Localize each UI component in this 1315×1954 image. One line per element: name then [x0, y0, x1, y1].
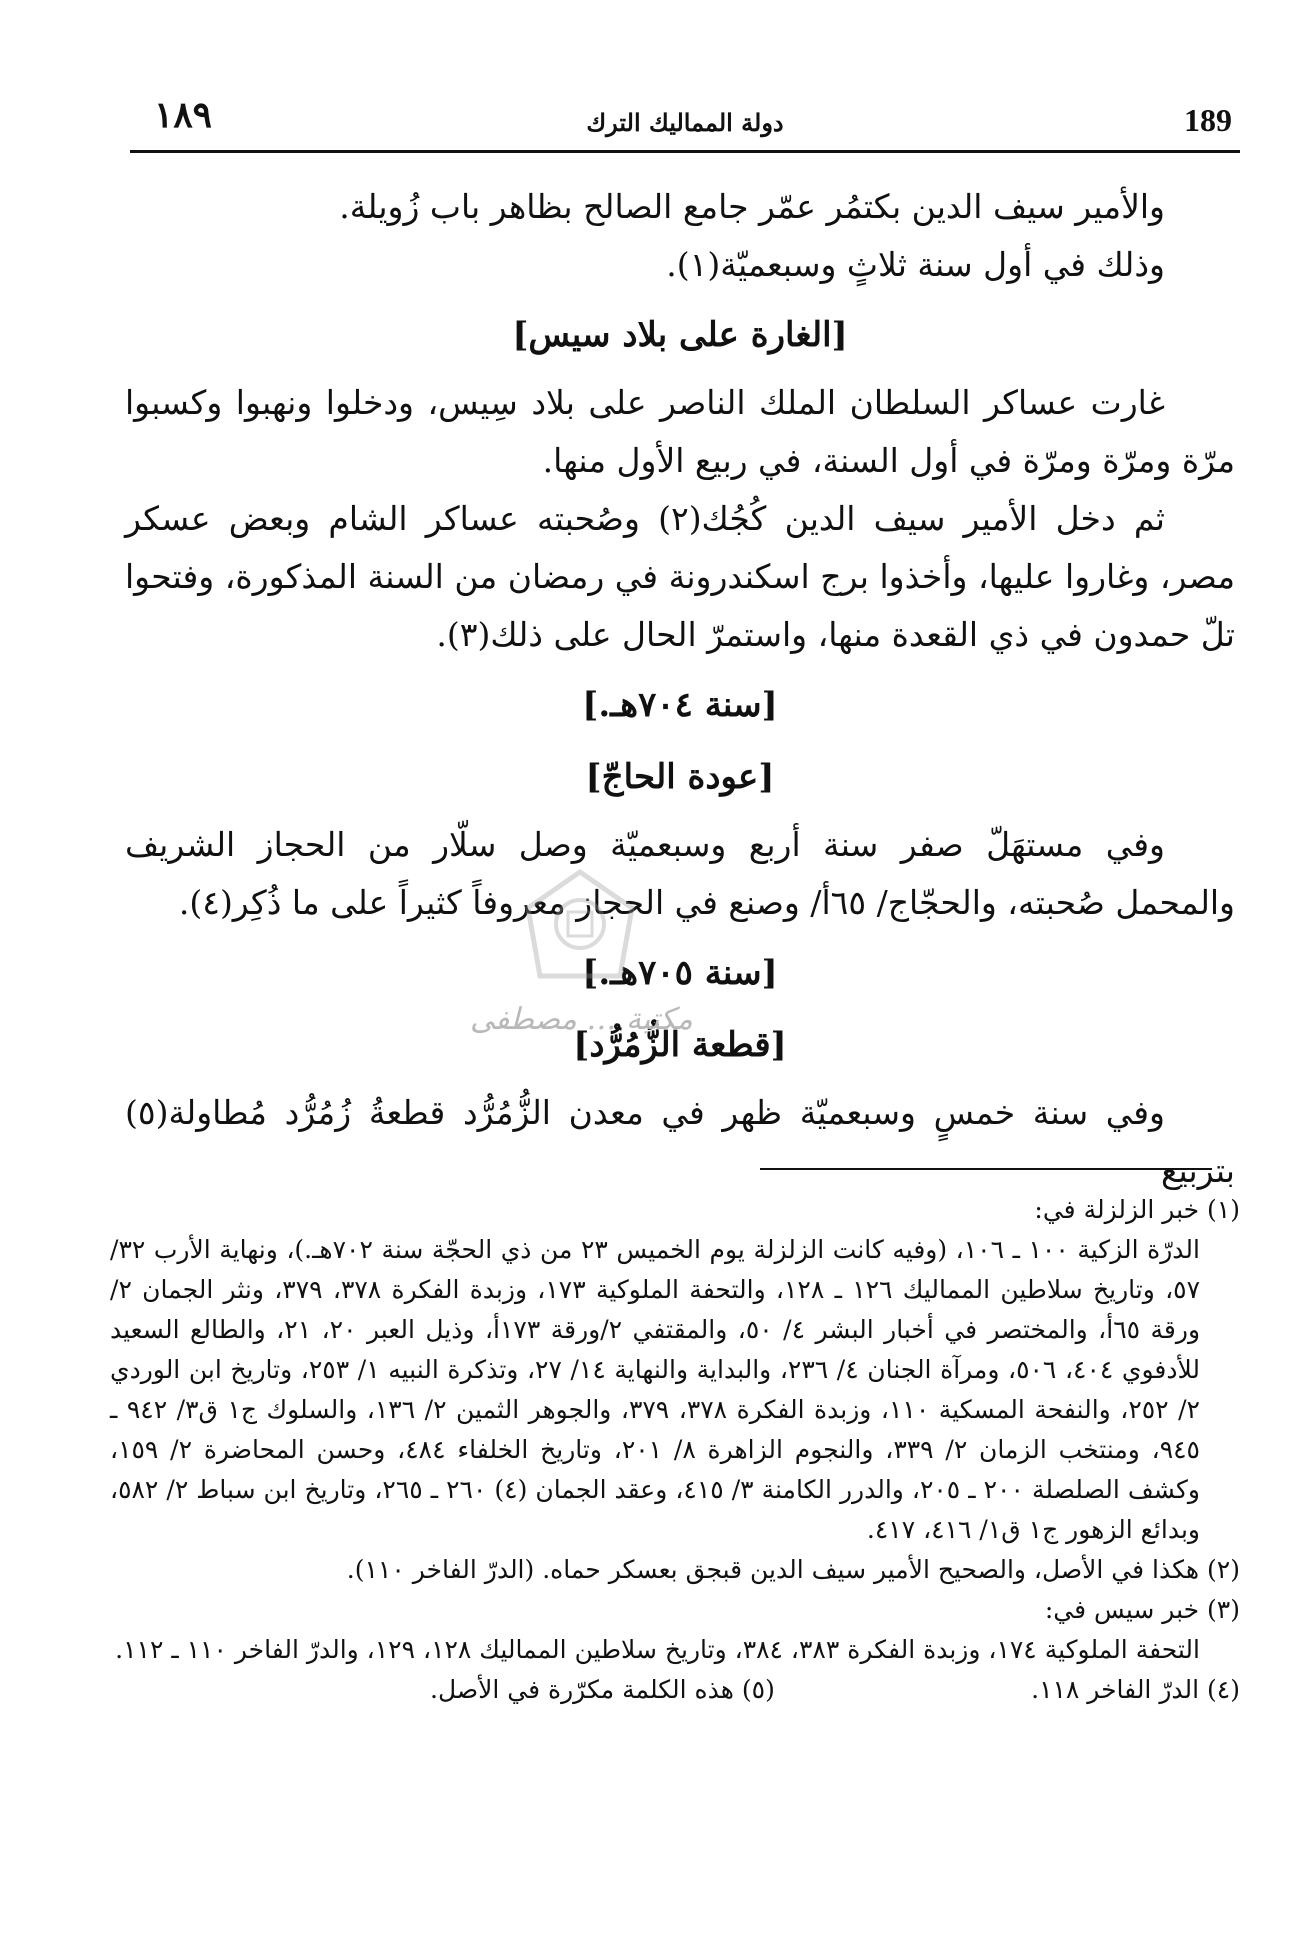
paragraph: وذلك في أول سنة ثلاثٍ وسبعميّة(١). [666, 245, 1165, 284]
paragraph: غارت عساكر السلطان الملك الناصر على بلاد سِيس، ودخلوا ونهبوا وكسبوا مرّة ومرّة ومرّة في أول السنة، في ربيع الأول منها. [125, 383, 1235, 480]
section-heading: [قطعة الزُّمُرُّد] [573, 1025, 787, 1065]
page-number-latin: 189 [1184, 102, 1232, 138]
main-text [125, 178, 1235, 1200]
paragraph: وفي مستهَلّ صفر سنة أربع وسبعميّة وصل سلّار من الحجاز الشريف والمحمل صُحبته، والحجّاج/ ٦٥أ/ وصنع في الحجاز معروفاً كثيراً على ما ذُكِر(٤). [125, 825, 1235, 922]
paragraph: وفي سنة خمسٍ وسبعميّة ظهر في معدن الزُّمُرُّد قطعةُ زُمُرُّد مُطاولة(٥) بتربيع [125, 1093, 1235, 1190]
running-title: دولة المماليك الترك [586, 108, 784, 137]
footnote-3-intro: (٣) خبر سيس في: [1044, 1595, 1240, 1624]
footnote-3-text: التحفة الملوكية ١٧٤، وزبدة الفكرة ٣٨٣، ٣٨٤، وتاريخ سلاطين المماليك ١٢٨، ١٢٩، والدرّ الفاخر ١١٠ ـ ١١٢. [115, 1635, 1200, 1664]
section-heading: [الغارة على بلاد سيس] [512, 315, 848, 355]
footnote-5: (٥) هذه الكلمة مكرّرة في الأصل. [430, 1675, 775, 1704]
footnote-last-row [110, 1670, 1240, 1710]
year-heading: [سنة ٧٠٥هـ.] [582, 953, 778, 993]
footnotes [110, 1190, 1240, 1710]
paragraph: ثم دخل الأمير سيف الدين كُجُك(٢) وصُحبته عساكر الشام وبعض عسكر مصر، وغاروا عليها، وأخذوا برج اسكندرونة في رمضان من السنة المذكورة، وفتحوا تلّ حمدون في ذي القعدة منها، واستمرّ الحال على ذلك(٣). [125, 499, 1235, 654]
footnote-divider [760, 1168, 1212, 1170]
footnote-1-intro: (١) خبر الزلزلة في: [1034, 1195, 1240, 1224]
footnote-4: (٤) الدرّ الفاخر ١١٨. [1031, 1675, 1240, 1704]
paragraph: والأمير سيف الدين بكتمُر عمّر جامع الصالح بظاهر باب زُويلة. [339, 187, 1165, 226]
section-heading: [عودة الحاجّ] [585, 757, 775, 797]
page-header [130, 92, 1240, 153]
page-number-arabic: ١٨٩ [154, 94, 213, 136]
footnote-1-text: الدرّة الزكية ١٠٠ ـ ١٠٦، (وفيه كانت الزلزلة يوم الخميس ٢٣ من ذي الحجّة سنة ٧٠٢هـ.)، ونهاية الأرب ٣٢/ ٥٧، وتاريخ سلاطين المماليك ١٢٦ ـ ١٢٨، والتحفة الملوكية ١٧٣، وزبدة الفكرة ٣٧٨، ٣٧٩، ونثر الجمان ٢/ورقة ٦٥أ، والمختصر في أخبار البشر ٤/ ٥٠، والمقتفي ٢/ورقة ١٧٣أ، وذيل العبر ٢٠، ٢١، والطالع السعيد للأدفوي ٤٠٤، ٥٠٦، ومرآة الجنان ٤/ ٢٣٦، والبداية والنهاية ١٤/ ٢٧، وتذكرة النبيه ١/ ٢٥٣، وتاريخ ابن الوردي ٢/ ٢٥٢، والنفحة المسكية ١١٠، وزبدة الفكرة ٣٧٨، ٣٧٩، والجوهر الثمين ٢/ ١٣٦، والسلوك ج١ ق٣/ ٩٤٢ ـ ٩٤٥، ومنتخب الزمان ٢/ ٣٣٩، والنجوم الزاهرة ٨/ ٢٠١، وتاريخ الخلفاء ٤٨٤، وحسن المحاضرة ٢/ ١٥٩، وكشف الصلصلة ٢٠٠ ـ ٢٠٥، والدرر الكامنة ٣/ ٤١٥، وعقد الجمان (٤) ٢٦٠ ـ ٢٦٥، وتاريخ ابن سباط ٢/ ٥٨٢، وبدائع الزهور ج١ ق١/ ٤١٦، ٤١٧. [110, 1235, 1201, 1544]
watermark-text: مكتبة … مصطفى [470, 1002, 693, 1037]
library-seal-icon [520, 868, 640, 980]
year-heading: [سنة ٧٠٤هـ.] [582, 685, 778, 725]
footnote-2: (٢) هكذا في الأصل، والصحيح الأمير سيف الدين قبجق بعسكر حماه. (الدرّ الفاخر ١١٠). [346, 1555, 1240, 1584]
